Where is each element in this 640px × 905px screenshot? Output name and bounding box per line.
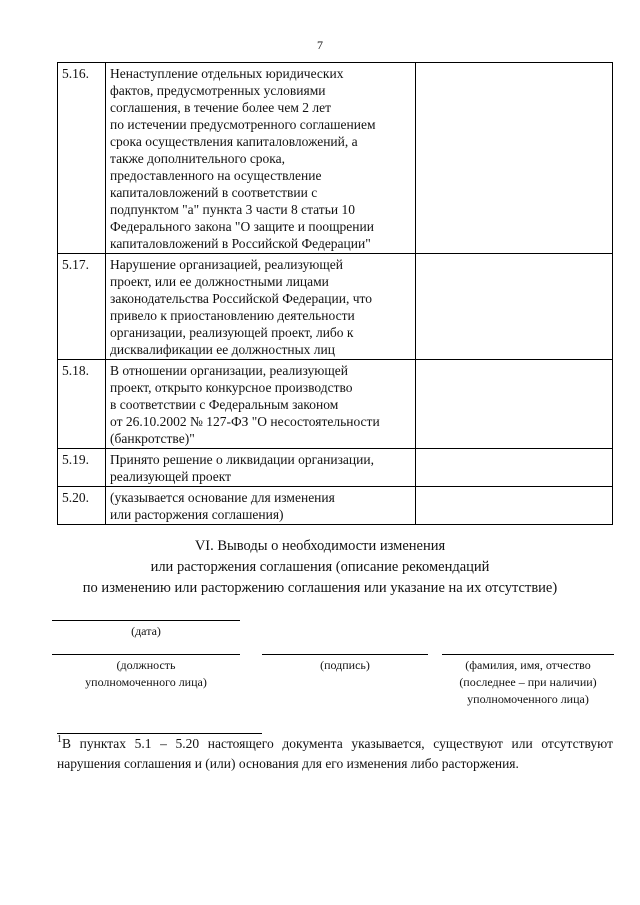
table-row — [58, 449, 613, 487]
page-number: 7 — [317, 38, 323, 52]
row-description: Ненаступление отдельных юридических фактов, предусмотренных условиями соглашения, в течение более чем 2 лет по истечении предусмотренного соглашением срока осуществления капиталовложений, а также дополнительного срока, предоставленного на осуществление капиталовложений в соответствии с подпунктом "а" пункта 3 части 8 статьи 10 Федерального закона "О защите и поощрении капиталовложений в Российской Федерации" — [106, 63, 416, 254]
section-title: VI. Выводы о необходимости изменения или расторжения соглашения (описание рекомендаций по изменению или расторжению соглашения или указание на их отсутствие) — [82, 538, 558, 596]
table-row — [58, 63, 613, 254]
row-value-cell — [416, 360, 613, 449]
row-number: 5.20. — [58, 487, 106, 525]
row-value-cell — [416, 449, 613, 487]
footnote-text: В пунктах 5.1 – 5.20 настоящего документа указывается, существуют или отсутствуют нарушения соглашения и (или) основания для его изменения либо расторжения. — [57, 736, 613, 771]
signature-label: (подпись) — [320, 658, 370, 672]
signature-line — [262, 654, 428, 655]
position-line — [52, 654, 240, 655]
row-description: (указывается основание для изменения или расторжения соглашения) — [106, 487, 416, 525]
row-description: Нарушение организацией, реализующей проект, или ее должностными лицами законодательства Российской Федерации, что привело к приостановлению деятельности организации, реализующей проект, либо к дисквалификации ее должностных лиц — [106, 254, 416, 360]
name-line — [442, 654, 614, 655]
footnote — [57, 734, 613, 774]
grounds-table — [57, 62, 613, 525]
footnote-marker: 1 — [57, 734, 62, 745]
row-number: 5.18. — [58, 360, 106, 449]
row-number: 5.16. — [58, 63, 106, 254]
position-label: (должность уполномоченного лица) — [85, 658, 207, 689]
table-row — [58, 254, 613, 360]
table-row — [58, 360, 613, 449]
row-description: Принято решение о ликвидации организации, реализующей проект — [106, 449, 416, 487]
table-row — [58, 487, 613, 525]
row-description: В отношении организации, реализующей проект, открыто конкурсное производство в соответствии с Федеральным законом от 26.10.2002 № 127-ФЗ "О несостоятельности (банкротстве)" — [106, 360, 416, 449]
name-label: (фамилия, имя, отчество (последнее – при наличии) уполномоченного лица) — [459, 658, 597, 706]
row-value-cell — [416, 254, 613, 360]
row-number: 5.17. — [58, 254, 106, 360]
row-value-cell — [416, 63, 613, 254]
date-label: (дата) — [131, 624, 161, 638]
row-value-cell — [416, 487, 613, 525]
row-number: 5.19. — [58, 449, 106, 487]
date-line — [52, 620, 240, 621]
